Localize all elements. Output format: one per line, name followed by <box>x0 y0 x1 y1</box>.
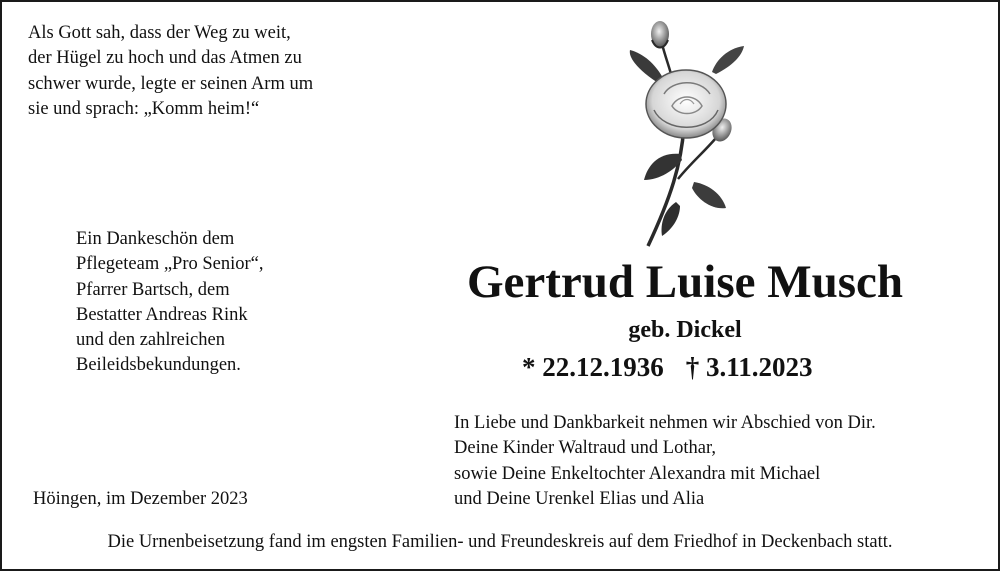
poem <box>28 21 313 122</box>
death-date: † 3.11.2023 <box>685 352 813 382</box>
birth-date: * 22.12.1936 <box>522 352 664 382</box>
thanks-line: und den zahlreichen <box>76 330 225 351</box>
life-dates <box>522 349 852 385</box>
family-signature <box>454 411 876 512</box>
poem-line: der Hügel zu hoch und das Atmen zu <box>28 48 302 69</box>
poem-line: schwer wurde, legte er seinen Arm um <box>28 73 314 94</box>
burial-note: Die Urnenbeisetzung fand im engsten Familien- und Freundeskreis auf dem Friedhof in Deckenbach statt. <box>107 532 893 552</box>
thanks-line: Pfarrer Bartsch, dem <box>76 279 230 300</box>
thanks-note <box>76 227 264 379</box>
thanks-line: Bestatter Andreas Rink <box>76 304 248 325</box>
family-line: In Liebe und Dankbarkeit nehmen wir Abschied von Dir. <box>454 413 876 433</box>
poem-line: Als Gott sah, dass der Weg zu weit, <box>28 23 291 43</box>
birth-name: geb. Dickel <box>628 317 742 343</box>
deceased-name: Gertrud Luise Musch <box>466 256 904 308</box>
thanks-line: Pflegeteam „Pro Senior“, <box>76 254 264 275</box>
thanks-line: Beileidsbekundungen. <box>76 355 241 376</box>
thanks-line: Ein Dankeschön dem <box>76 229 235 249</box>
rose-icon <box>620 14 748 250</box>
family-line: und Deine Urenkel Elias und Alia <box>454 488 705 509</box>
family-line: Deine Kinder Waltraud und Lothar, <box>454 438 716 459</box>
place-date: Höingen, im Dezember 2023 <box>33 489 248 509</box>
poem-line: sie und sprach: „Komm heim!“ <box>28 98 260 119</box>
family-line: sowie Deine Enkeltochter Alexandra mit Michael <box>454 463 821 484</box>
